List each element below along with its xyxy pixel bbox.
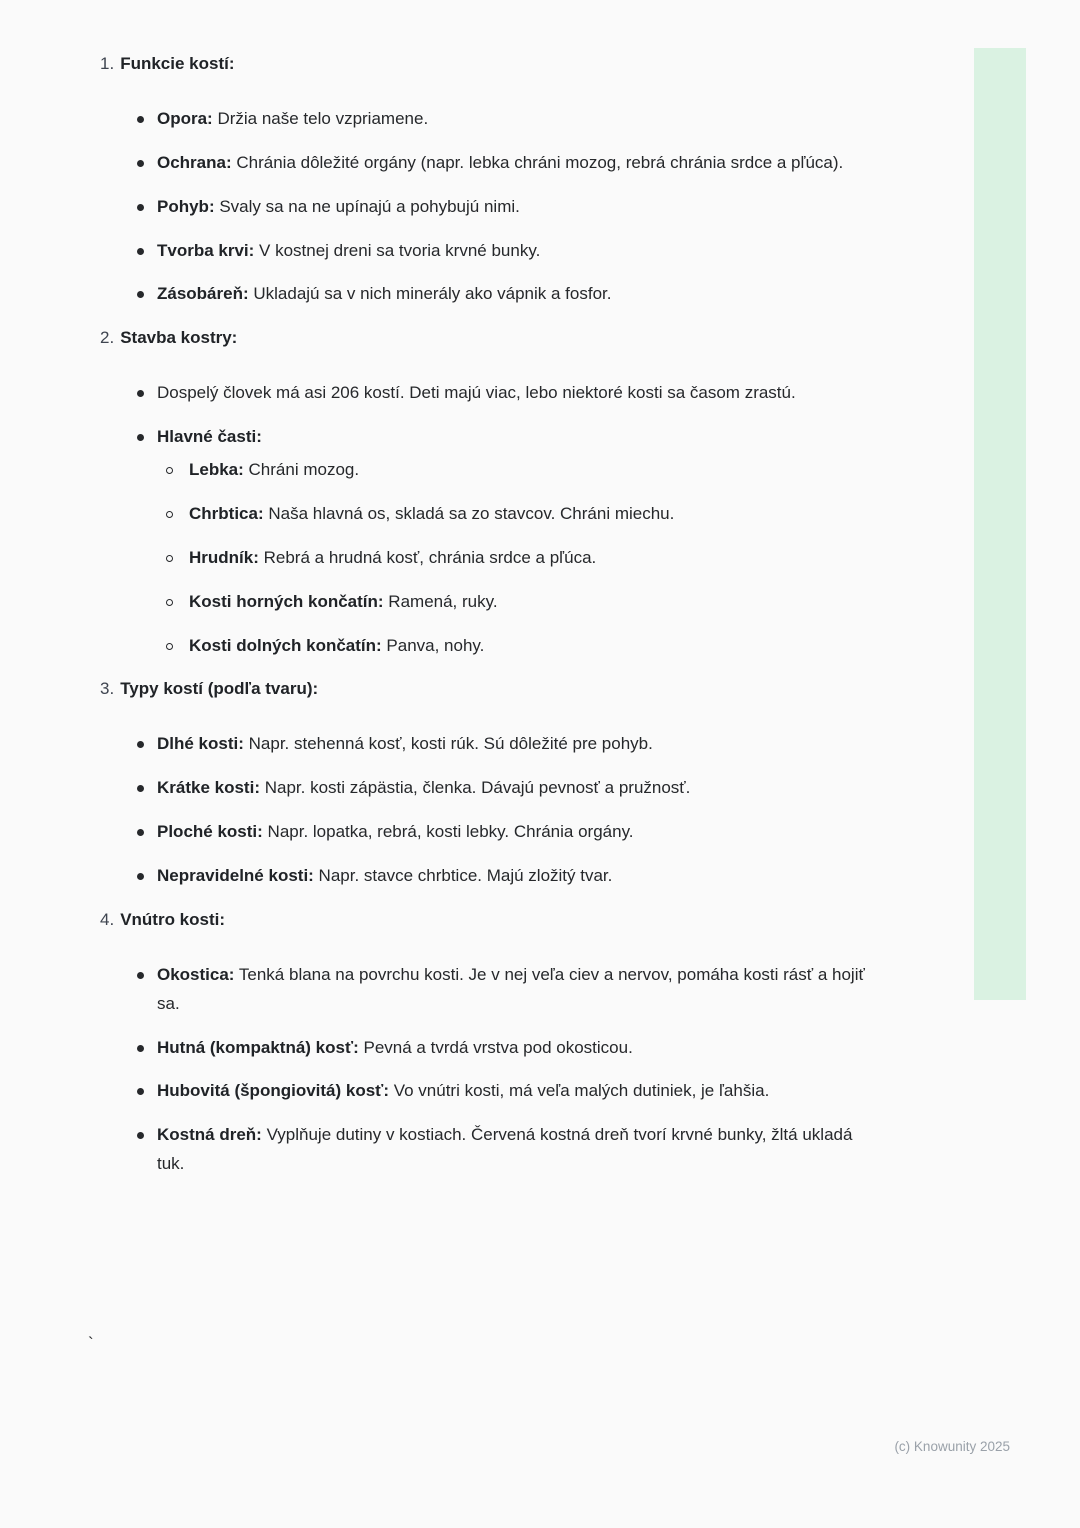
section-title: Typy kostí (podľa tvaru): xyxy=(120,679,319,699)
list-item xyxy=(100,1034,878,1063)
list-item-row xyxy=(100,423,878,452)
item-label: Ploché kosti: xyxy=(157,822,263,842)
item-text: Pohyb: Svaly sa na ne upínajú a pohybujú nimi. xyxy=(157,196,520,216)
section-heading xyxy=(100,906,878,935)
item-text: Hutná (kompaktná) kosť: Pevná a tvrdá vrstva pod okosticou. xyxy=(157,1037,633,1057)
list-item-row xyxy=(100,632,878,661)
list-item-row xyxy=(100,961,878,1019)
section-title: Funkcie kostí: xyxy=(120,54,235,73)
list-item-row xyxy=(100,588,878,617)
list-item xyxy=(100,774,878,803)
list-item xyxy=(100,1121,878,1179)
item-text: Hubovitá (špongiovitá) kosť: Vo vnútri kosti, má veľa malých dutiniek, je ľahšia. xyxy=(157,1081,770,1101)
list-item-row xyxy=(100,544,878,573)
item-label: Hutná (kompaktná) kosť: xyxy=(157,1037,359,1057)
list-item-row xyxy=(100,1077,878,1106)
bullet-list xyxy=(100,105,878,309)
section-1 xyxy=(100,50,878,309)
disc-bullet-icon xyxy=(137,1132,144,1139)
section-number: 2. xyxy=(100,328,115,348)
item-label: Pohyb: xyxy=(157,196,215,216)
disc-bullet-icon xyxy=(137,390,144,397)
circle-bullet-icon xyxy=(166,555,173,562)
list-item xyxy=(100,379,878,408)
section-heading xyxy=(100,324,878,353)
list-item xyxy=(100,544,878,573)
list-item-row xyxy=(100,1121,878,1179)
item-label: Okostica: xyxy=(157,964,235,984)
copyright-footer: (c) Knowunity 2025 xyxy=(894,1439,1010,1454)
bullet-list xyxy=(100,961,878,1179)
list-item xyxy=(100,149,878,178)
list-item-row xyxy=(100,237,878,266)
item-label: Krátke kosti: xyxy=(157,778,260,798)
item-label: Kosti dolných končatín: xyxy=(189,635,382,655)
item-label: Tvorba krvi: xyxy=(157,240,255,260)
disc-bullet-icon xyxy=(137,972,144,979)
disc-bullet-icon xyxy=(137,434,144,441)
circle-bullet-icon xyxy=(166,599,173,606)
list-item xyxy=(100,862,878,891)
item-text: Kosti dolných končatín: Panva, nohy. xyxy=(189,635,485,655)
list-item xyxy=(100,456,878,485)
stray-backtick: ` xyxy=(88,1334,94,1353)
item-text: Dlhé kosti: Napr. stehenná kosť, kosti rúk. Sú dôležité pre pohyb. xyxy=(157,734,653,754)
list-item xyxy=(100,588,878,617)
disc-bullet-icon xyxy=(137,873,144,880)
list-item-row xyxy=(100,1034,878,1063)
section-3 xyxy=(100,675,878,890)
list-item-row xyxy=(100,774,878,803)
circle-bullet-icon xyxy=(166,643,173,650)
item-label: Hlavné časti: xyxy=(157,427,262,447)
list-item-row xyxy=(100,149,878,178)
item-text: Tvorba krvi: V kostnej dreni sa tvoria krvné bunky. xyxy=(157,240,541,260)
section-4 xyxy=(100,906,878,1179)
section-number: 4. xyxy=(100,909,115,929)
item-label: Lebka: xyxy=(189,460,244,480)
list-item xyxy=(100,730,878,759)
item-label: Hrudník: xyxy=(189,547,259,567)
list-item xyxy=(100,500,878,529)
section-2 xyxy=(100,324,878,660)
section-number: 3. xyxy=(100,679,115,699)
section-heading xyxy=(100,50,878,79)
list-item xyxy=(100,1077,878,1106)
disc-bullet-icon xyxy=(137,291,144,298)
section-number: 1. xyxy=(100,54,115,73)
item-label: Ochrana: xyxy=(157,152,232,172)
list-item-row xyxy=(100,730,878,759)
disc-bullet-icon xyxy=(137,204,144,211)
list-item-row xyxy=(100,862,878,891)
disc-bullet-icon xyxy=(137,1088,144,1095)
list-item-row xyxy=(100,818,878,847)
item-text: Krátke kosti: Napr. kosti zápästia, členka. Dávajú pevnosť a pružnosť. xyxy=(157,778,691,798)
disc-bullet-icon xyxy=(137,1045,144,1052)
item-text: Zásobáreň: Ukladajú sa v nich minerály ako vápnik a fosfor. xyxy=(157,284,612,304)
disc-bullet-icon xyxy=(137,160,144,167)
sub-bullet-list xyxy=(100,456,878,660)
disc-bullet-icon xyxy=(137,829,144,836)
disc-bullet-icon xyxy=(137,116,144,123)
item-label: Chrbtica: xyxy=(189,503,264,523)
item-text: Nepravidelné kosti: Napr. stavce chrbtice. Majú zložitý tvar. xyxy=(157,866,613,886)
item-text: Lebka: Chráni mozog. xyxy=(189,460,360,480)
list-item xyxy=(100,423,878,660)
item-label: Nepravidelné kosti: xyxy=(157,866,314,886)
list-item xyxy=(100,818,878,847)
disc-bullet-icon xyxy=(137,785,144,792)
highlight-bar xyxy=(974,48,1026,1000)
list-item xyxy=(100,632,878,661)
item-label: Opora: xyxy=(157,108,213,128)
bullet-list xyxy=(100,730,878,891)
list-item xyxy=(100,193,878,222)
item-text: Kostná dreň: Vyplňuje dutiny v kostiach. Červená kostná dreň tvorí krvné bunky, žltá ukladá tuk. xyxy=(157,1125,853,1174)
item-label: Kostná dreň: xyxy=(157,1125,262,1145)
item-text: Opora: Držia naše telo vzpriamene. xyxy=(157,108,429,128)
item-text: Hrudník: Rebrá a hrudná kosť, chránia srdce a pľúca. xyxy=(189,547,597,567)
list-item-row xyxy=(100,456,878,485)
list-item-row xyxy=(100,280,878,309)
item-label: Hubovitá (špongiovitá) kosť: xyxy=(157,1081,389,1101)
list-item xyxy=(100,280,878,309)
disc-bullet-icon xyxy=(137,248,144,255)
document-content xyxy=(100,50,878,1194)
list-item xyxy=(100,961,878,1019)
section-title: Stavba kostry: xyxy=(120,328,238,348)
item-label: Kosti horných končatín: xyxy=(189,591,384,611)
circle-bullet-icon xyxy=(166,467,173,474)
disc-bullet-icon xyxy=(137,741,144,748)
item-label: Zásobáreň: xyxy=(157,284,249,304)
item-text: Dospelý človek má asi 206 kostí. Deti majú viac, lebo niektoré kosti sa časom zrastú. xyxy=(157,383,796,403)
item-text: Okostica: Tenká blana na povrchu kosti. Je v nej veľa ciev a nervov, pomáha kosti rásť a hojiť sa. xyxy=(157,964,865,1013)
list-item-row xyxy=(100,379,878,408)
item-text xyxy=(157,423,878,452)
bullet-list xyxy=(100,379,878,660)
list-item-row xyxy=(100,500,878,529)
section-heading xyxy=(100,675,878,704)
item-text: Kosti horných končatín: Ramená, ruky. xyxy=(189,591,498,611)
item-text: Ploché kosti: Napr. lopatka, rebrá, kosti lebky. Chránia orgány. xyxy=(157,822,634,842)
list-item xyxy=(100,105,878,134)
section-title: Vnútro kosti: xyxy=(120,909,226,929)
item-label: Dlhé kosti: xyxy=(157,734,244,754)
circle-bullet-icon xyxy=(166,511,173,518)
list-item-row xyxy=(100,193,878,222)
list-item xyxy=(100,237,878,266)
item-text: Chrbtica: Naša hlavná os, skladá sa zo stavcov. Chráni miechu. xyxy=(189,503,675,523)
item-text: Ochrana: Chránia dôležité orgány (napr. lebka chráni mozog, rebrá chránia srdce a pľúca). xyxy=(157,152,844,172)
list-item-row xyxy=(100,105,878,134)
